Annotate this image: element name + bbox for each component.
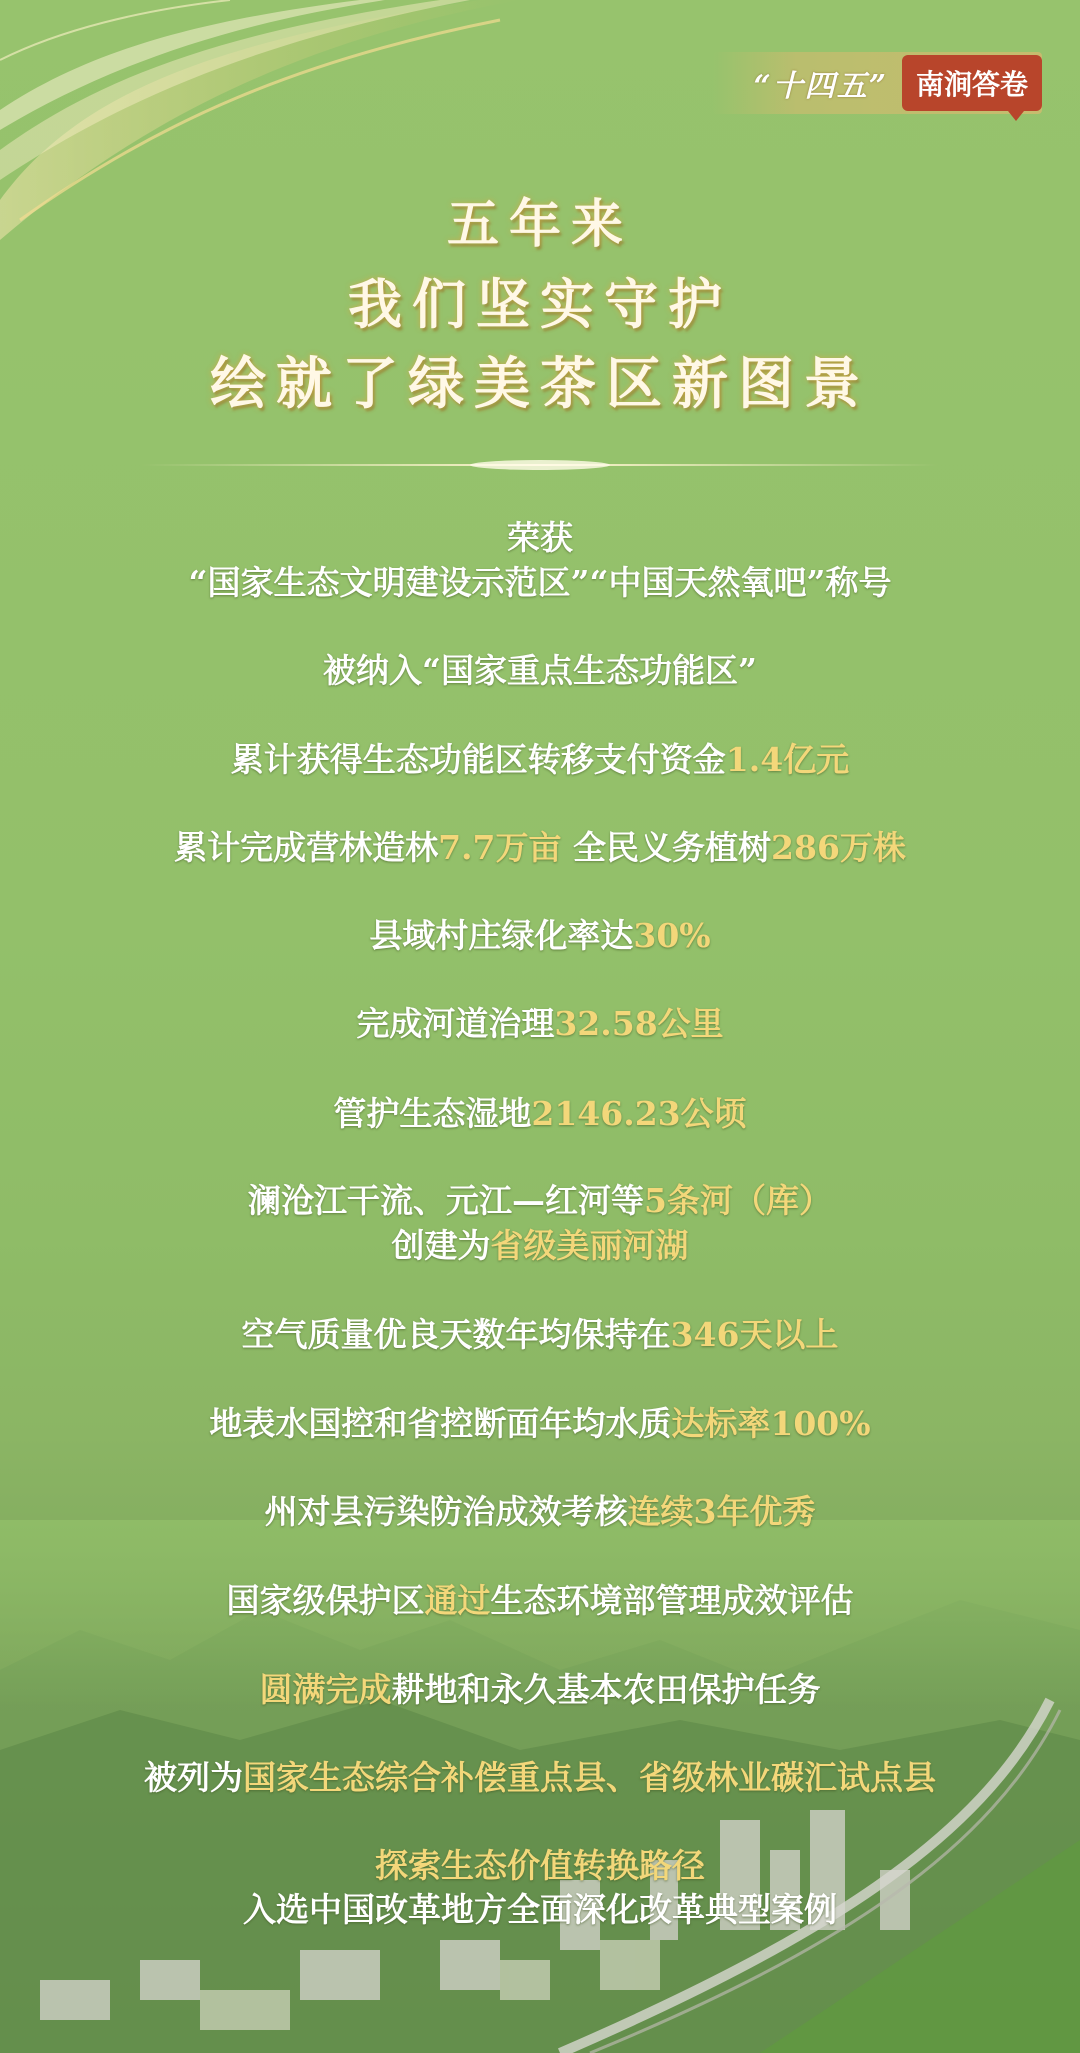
line-text: 管护生态湿地	[333, 1094, 532, 1133]
highlight-text: 连续3年优秀	[627, 1492, 816, 1531]
line-text: 被列为	[144, 1758, 243, 1797]
achievement-line	[0, 1309, 1080, 1356]
highlight-text: 国家生态综合补偿重点县、省级林业碳汇试点县	[243, 1758, 936, 1797]
achievement-line	[0, 1220, 1080, 1267]
line-text: 荣获	[507, 518, 573, 557]
line-text: 入选中国改革地方全面深化改革典型案例	[243, 1890, 837, 1929]
achievement-line	[0, 557, 1080, 604]
achievement-line	[0, 1664, 1080, 1711]
achievement-line	[0, 645, 1080, 692]
highlight-text: 30%	[633, 916, 711, 955]
line-text: 耕地和永久基本农田保护任务	[391, 1670, 821, 1709]
highlight-text: 346天以上	[670, 1315, 839, 1354]
line-text: 国家级保护区	[226, 1581, 425, 1620]
line-text: 完成河道治理	[356, 1004, 555, 1043]
achievement-line	[0, 910, 1080, 957]
highlight-text: 2146.23公顷	[531, 1094, 747, 1133]
line-text: 全民义务植树	[561, 828, 772, 867]
achievement-line	[0, 1884, 1080, 1931]
headline-line-2: 我们坚实守护	[348, 272, 732, 336]
achievement-line	[0, 1398, 1080, 1445]
highlight-text: 圆满完成	[259, 1670, 392, 1709]
achievement-line	[0, 1575, 1080, 1622]
badge-label: 南涧答卷	[902, 55, 1042, 111]
headline-line-1: 五年来	[446, 194, 633, 255]
achievement-line	[0, 822, 1080, 869]
highlight-text: 5条河（库）	[644, 1181, 832, 1220]
achievement-line	[0, 512, 1080, 559]
highlight-text: 探索生态价值转换路径	[375, 1846, 705, 1885]
line-text: 被纳入“国家重点生态功能区”	[323, 651, 757, 690]
highlight-text: 省级美丽河湖	[490, 1226, 689, 1265]
line-text: 空气质量优良天数年均保持在	[241, 1315, 671, 1354]
highlight-text: 达标率100%	[671, 1404, 871, 1443]
line-text: 累计获得生态功能区转移支付资金	[230, 740, 726, 779]
campaign-badge	[713, 52, 1042, 114]
line-text: 累计完成营林造林	[174, 828, 439, 867]
badge-logo-text: “十四五”	[753, 69, 888, 104]
headline-line-3: 绘就了绿美茶区新图景	[210, 351, 870, 417]
line-text: 州对县污染防治成效考核	[264, 1492, 628, 1531]
line-text: 澜沧江干流、元江—红河等	[248, 1181, 645, 1220]
achievement-line	[0, 734, 1080, 781]
badge-background	[713, 52, 1042, 114]
line-text: 创建为	[391, 1226, 491, 1265]
line-text: 县域村庄绿化率达	[369, 916, 634, 955]
line-text: “国家生态文明建设示范区”“中国天然氧吧”称号	[188, 563, 892, 602]
achievement-line	[0, 1088, 1080, 1135]
achievement-line	[0, 1752, 1080, 1799]
line-text: 地表水国控和省控断面年均水质	[209, 1404, 672, 1443]
line-text: 生态环境部管理成效评估	[490, 1581, 854, 1620]
highlight-text: 通过	[424, 1581, 491, 1620]
highlight-text: 7.7万亩	[438, 828, 562, 867]
achievement-line	[0, 1840, 1080, 1887]
highlight-text: 32.58公里	[554, 1004, 724, 1043]
title-divider	[140, 458, 940, 472]
highlight-text: 286万株	[771, 828, 906, 867]
highlight-text: 1.4亿元	[725, 740, 850, 779]
achievement-line	[0, 998, 1080, 1045]
achievement-line	[0, 1486, 1080, 1533]
achievement-line	[0, 1175, 1080, 1222]
